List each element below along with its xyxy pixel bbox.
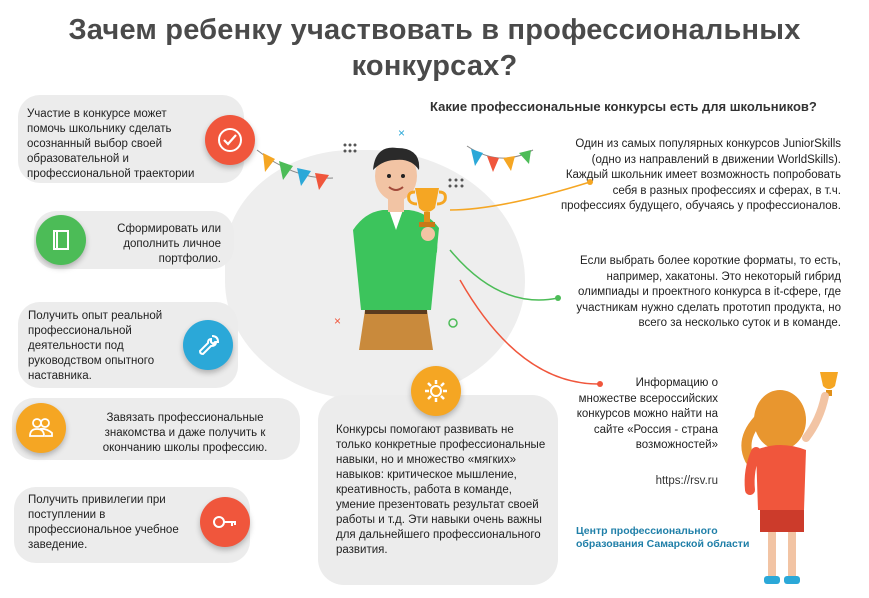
subheading: Какие профессиональные конкурсы есть для школьников? — [430, 99, 817, 114]
benefit-text-4: Завязать профессиональные знакомства и даже получить к окончанию школы профессию. — [102, 412, 268, 454]
benefit-text-2: Сформировать или дополнить личное портфолио. — [117, 223, 221, 265]
wrench-icon — [191, 328, 225, 362]
svg-text:×: × — [334, 314, 342, 328]
key-icon — [208, 505, 242, 539]
skills-text: Конкурсы помогают развивать не только конкретные профессиональные навыки, но и множество «мягких» навыков: критическое мышление, креативность, работа в команде, умение презентовать результат своей работы и т.д. Эти навыки очень важны для дальнейшего профессионального развития. — [336, 424, 546, 556]
check-icon — [213, 123, 247, 157]
benefit-text-5: Получить привилегии при поступлении в профессиональное учебное заведение. — [28, 494, 179, 551]
benefit-icon-circle-1 — [205, 115, 255, 165]
girl-with-trophy-illustration — [720, 360, 868, 595]
hackathon-paragraph: Если выбрать более короткие форматы, то есть, например, хакатоны. Это некоторый гибрид олимпиады и проектного конкурса в it-сфере, где участникам нужно сделать прототип продукта, но всего за несколько суток и в команде. — [576, 255, 841, 329]
bunting-left-icon — [255, 140, 335, 200]
benefit-icon-circle-5 — [200, 497, 250, 547]
benefit-text-1: Участие в конкурсе может помочь школьнику сделать осознанный выбор своей образовательной и профессиональной траектории — [27, 108, 195, 180]
rsv-link[interactable]: https://rsv.ru — [655, 475, 718, 487]
benefit-icon-circle-3 — [183, 320, 233, 370]
benefit-icon-circle-4 — [16, 403, 66, 453]
page-title: Зачем ребенку участвовать в профессиональных конкурсах? — [68, 14, 801, 82]
organization-name: Центр профессионального образования Самарской области — [576, 525, 750, 550]
rsv-paragraph: Информацию о множестве всероссийских конкурсов можно найти на сайте «Россия - страна возможностей» — [576, 377, 718, 451]
benefit-icon-circle-2 — [36, 215, 86, 265]
svg-text:×: × — [398, 126, 406, 140]
people-icon — [24, 411, 58, 445]
skills-icon-circle — [411, 366, 461, 416]
juniorskills-paragraph: Один из самых популярных конкурсов JuniorSkills (одно из направлений в движении WorldSkills). Каждый школьник имеет возможность попробовать себя в разных профессиях и сферах, в т.ч. профессиях будущего, обучаясь у профессионалов. — [560, 138, 841, 212]
book-icon — [44, 223, 78, 257]
benefit-text-3: Получить опыт реальной профессиональной деятельности под руководством опытного наставника. — [28, 310, 163, 382]
gear-icon — [419, 374, 453, 408]
